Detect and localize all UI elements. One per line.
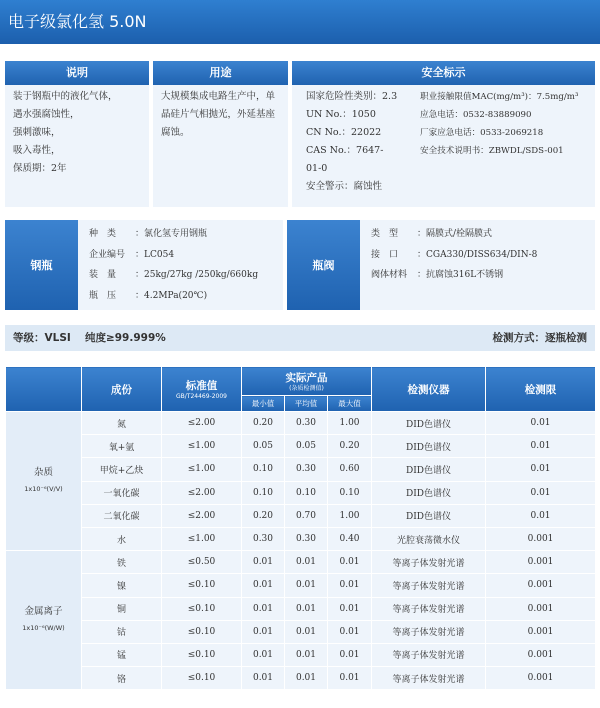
max-cell: 0.10: [328, 481, 372, 504]
table-row: [6, 412, 596, 435]
component-header: 成份: [82, 367, 162, 412]
max-cell: 1.00: [328, 504, 372, 527]
standard-cell: ≤2.00: [162, 412, 242, 435]
avg-cell: 0.30: [285, 458, 328, 481]
min-cell: 0.01: [242, 597, 285, 620]
avg-cell: 0.01: [285, 667, 328, 690]
standard-header-sub: GB/T24469-2009: [176, 392, 227, 400]
text-line: 吸入毒性，: [13, 145, 61, 156]
component-cell: 氮: [82, 412, 162, 435]
group-name: 金属离子: [24, 606, 63, 618]
text-line: 国家危险性类别：2.3: [306, 91, 398, 102]
instrument-cell: 等离子体发射光谱: [372, 551, 486, 574]
group-cell: [6, 412, 82, 551]
avg-cell: 0.10: [285, 481, 328, 504]
standard-cell: ≤0.10: [162, 620, 242, 643]
max-cell: 0.01: [328, 643, 372, 666]
avg-cell: 0.01: [285, 620, 328, 643]
safety-right-body: [406, 85, 595, 207]
standard-cell: ≤0.10: [162, 667, 242, 690]
text-line: CN No.：22022: [306, 127, 382, 138]
min-cell: 0.05: [242, 435, 285, 458]
max-cell: 0.20: [328, 435, 372, 458]
page-title: 电子级氯化氢 5.0N: [0, 0, 600, 44]
text-line: 职业接触限值MAC(mg/m³)：7.5mg/m³: [420, 92, 579, 102]
min-cell: 0.01: [242, 551, 285, 574]
standard-cell: ≤0.10: [162, 643, 242, 666]
instrument-cell: 等离子体发射光谱: [372, 574, 486, 597]
avg-cell: 0.01: [285, 597, 328, 620]
usage-body: [153, 85, 288, 207]
group-unit: 1x10⁻⁶(V/V): [24, 485, 63, 494]
text-line: 大规模集成电路生产中，单: [161, 91, 276, 102]
spec-row-sep: ：: [417, 270, 427, 280]
instrument-cell: DID色谱仪: [372, 458, 486, 481]
limit-cell: 0.01: [486, 435, 596, 458]
standard-cell: ≤1.00: [162, 527, 242, 550]
spec-row-value: LC054: [144, 249, 175, 260]
text-line: 晶硅片气相抛光，外延基座: [161, 109, 276, 120]
group-name: 杂质: [33, 467, 53, 479]
instrument-cell: 等离子体发射光谱: [372, 643, 486, 666]
limit-cell: 0.001: [486, 574, 596, 597]
max-cell: 1.00: [328, 412, 372, 435]
spec-row-label: 接 口: [371, 249, 399, 260]
spec-row-sep: ：: [135, 290, 145, 301]
text-line: 厂家应急电话：0533-2069218: [420, 128, 544, 138]
limit-cell: 0.001: [486, 527, 596, 550]
standard-cell: ≤1.00: [162, 458, 242, 481]
spec-row-label: 瓶 压: [89, 290, 117, 301]
component-cell: 甲烷+乙炔: [82, 458, 162, 481]
max-cell: 0.60: [328, 458, 372, 481]
text-line: 强刺激味，: [13, 127, 61, 138]
spec-bar: [5, 325, 595, 351]
text-line: 装于钢瓶中的液化气体，: [13, 91, 118, 102]
standard-cell: ≤0.10: [162, 597, 242, 620]
text-line: UN No.：1050: [306, 109, 376, 120]
spec-table-body: [6, 412, 596, 690]
safety-left-body: [292, 85, 406, 207]
instrument-cell: 等离子体发射光谱: [372, 620, 486, 643]
group-unit: 1x10⁻⁶(W/W): [22, 624, 65, 633]
text-line: 遇水强腐蚀性，: [13, 109, 80, 120]
cylinder-rows: [89, 224, 258, 306]
limit-cell: 0.01: [486, 412, 596, 435]
limit-cell: 0.01: [486, 481, 596, 504]
limit-cell: 0.01: [486, 504, 596, 527]
table-row: [6, 504, 596, 527]
table-row: [6, 527, 596, 550]
avg-header: 平均值: [285, 396, 328, 412]
table-row: [6, 481, 596, 504]
max-cell: 0.01: [328, 620, 372, 643]
valve-rows: [371, 224, 537, 286]
spec-row-sep: ：: [135, 229, 145, 239]
max-header: 最大值: [328, 396, 372, 412]
limit-cell: 0.001: [486, 620, 596, 643]
actual-header: [242, 367, 372, 396]
avg-cell: 0.70: [285, 504, 328, 527]
info-section: [5, 61, 595, 207]
table-row: [6, 435, 596, 458]
usage-header: 用途: [153, 61, 288, 85]
limit-cell: 0.001: [486, 643, 596, 666]
table-row: [6, 574, 596, 597]
max-cell: 0.01: [328, 667, 372, 690]
spec-row: [89, 286, 258, 307]
avg-cell: 0.05: [285, 435, 328, 458]
table-row: [6, 458, 596, 481]
table-row: [6, 667, 596, 690]
spec-row: [89, 245, 258, 266]
component-cell: 铁: [82, 551, 162, 574]
standard-header: [162, 367, 242, 412]
min-cell: 0.01: [242, 643, 285, 666]
max-cell: 0.01: [328, 551, 372, 574]
spec-row-label: 装 量: [89, 270, 117, 280]
table-row: [6, 597, 596, 620]
spec-row-value: CGA330/DISS634/DIN-8: [426, 249, 538, 260]
table-row: [6, 551, 596, 574]
spec-row-value: 4.2MPa(20℃): [144, 290, 208, 301]
avg-cell: 0.30: [285, 412, 328, 435]
spec-row-value: 抗腐蚀316L不锈钢: [426, 270, 504, 280]
limit-cell: 0.001: [486, 667, 596, 690]
instrument-cell: 等离子体发射光谱: [372, 667, 486, 690]
text-line: 腐蚀。: [161, 127, 190, 138]
spec-row-value: 隔膜式/栓隔膜式: [426, 229, 493, 239]
max-cell: 0.01: [328, 597, 372, 620]
avg-cell: 0.01: [285, 551, 328, 574]
valve-section: [287, 220, 595, 310]
min-cell: 0.10: [242, 458, 285, 481]
avg-cell: 0.01: [285, 574, 328, 597]
spec-row-value: 氯化氢专用钢瓶: [144, 229, 208, 239]
instrument-cell: DID色谱仪: [372, 481, 486, 504]
text-line: CAS No.：7647-01-0: [306, 145, 384, 174]
limit-cell: 0.001: [486, 551, 596, 574]
instrument-header: 检测仪器: [372, 367, 486, 412]
min-cell: 0.20: [242, 412, 285, 435]
max-cell: 0.01: [328, 574, 372, 597]
spec-row-sep: ：: [135, 270, 145, 280]
min-header: 最小值: [242, 396, 285, 412]
test-method-text: 检测方式：逐瓶检测: [492, 332, 587, 344]
spec-row-sep: ：: [417, 249, 427, 260]
description-header: 说明: [5, 61, 149, 85]
max-cell: 0.40: [328, 527, 372, 550]
component-cell: 铜: [82, 597, 162, 620]
limit-cell: 0.001: [486, 597, 596, 620]
component-cell: 氧+氩: [82, 435, 162, 458]
standard-cell: ≤2.00: [162, 481, 242, 504]
grade-purity-text: 等级：VLSI 纯度≥99.999%: [13, 332, 166, 344]
spec-row-label: 类 型: [371, 229, 399, 239]
component-cell: 锰: [82, 643, 162, 666]
instrument-cell: DID色谱仪: [372, 412, 486, 435]
spec-table: [5, 366, 596, 690]
text-line: 安全警示：腐蚀性: [306, 181, 383, 192]
min-cell: 0.20: [242, 504, 285, 527]
component-cell: 镍: [82, 574, 162, 597]
spec-row: [89, 224, 258, 245]
group-cell: [6, 551, 82, 690]
component-cell: 钴: [82, 620, 162, 643]
cylinder-header: 钢瓶: [5, 220, 78, 310]
spec-row-sep: ：: [135, 249, 145, 260]
component-cell: 一氧化碳: [82, 481, 162, 504]
cylinder-section: [5, 220, 283, 310]
component-cell: 铬: [82, 667, 162, 690]
standard-header-label: 标准值: [185, 379, 218, 392]
standard-cell: ≤1.00: [162, 435, 242, 458]
text-line: 保质期：2年: [13, 163, 67, 174]
actual-header-label: 实际产品: [285, 371, 328, 384]
standard-cell: ≤0.50: [162, 551, 242, 574]
spec-row: [371, 245, 537, 266]
description-body: [5, 85, 149, 207]
spec-row-label: 阀体材料: [371, 270, 408, 280]
spec-row: [371, 224, 537, 245]
spec-row-value: 25kg/27kg /250kg/660kg: [144, 270, 259, 280]
avg-cell: 0.30: [285, 527, 328, 550]
component-cell: 二氧化碳: [82, 504, 162, 527]
spec-row: [371, 265, 537, 286]
valve-header: 瓶阀: [287, 220, 360, 310]
text-line: 安全技术说明书：ZBWDL/SDS-001: [420, 146, 564, 156]
min-cell: 0.30: [242, 527, 285, 550]
instrument-cell: 光腔衰荡微水仪: [372, 527, 486, 550]
table-row: [6, 643, 596, 666]
safety-header: 安全标示: [292, 61, 595, 85]
spec-row-sep: ：: [417, 229, 427, 239]
instrument-cell: DID色谱仪: [372, 435, 486, 458]
instrument-cell: DID色谱仪: [372, 504, 486, 527]
text-line: 应急电话：0532-83889090: [420, 110, 532, 120]
standard-cell: ≤0.10: [162, 574, 242, 597]
min-cell: 0.10: [242, 481, 285, 504]
avg-cell: 0.01: [285, 643, 328, 666]
actual-header-sub: (杂质检测值): [289, 384, 324, 392]
instrument-cell: 等离子体发射光谱: [372, 597, 486, 620]
spec-row-label: 种 类: [89, 229, 117, 239]
min-cell: 0.01: [242, 667, 285, 690]
spec-row-label: 企业编号: [89, 249, 126, 260]
spec-row: [89, 265, 258, 286]
standard-cell: ≤2.00: [162, 504, 242, 527]
limit-cell: 0.01: [486, 458, 596, 481]
component-cell: 水: [82, 527, 162, 550]
min-cell: 0.01: [242, 574, 285, 597]
limit-header: 检测限: [486, 367, 596, 412]
table-row: [6, 620, 596, 643]
min-cell: 0.01: [242, 620, 285, 643]
